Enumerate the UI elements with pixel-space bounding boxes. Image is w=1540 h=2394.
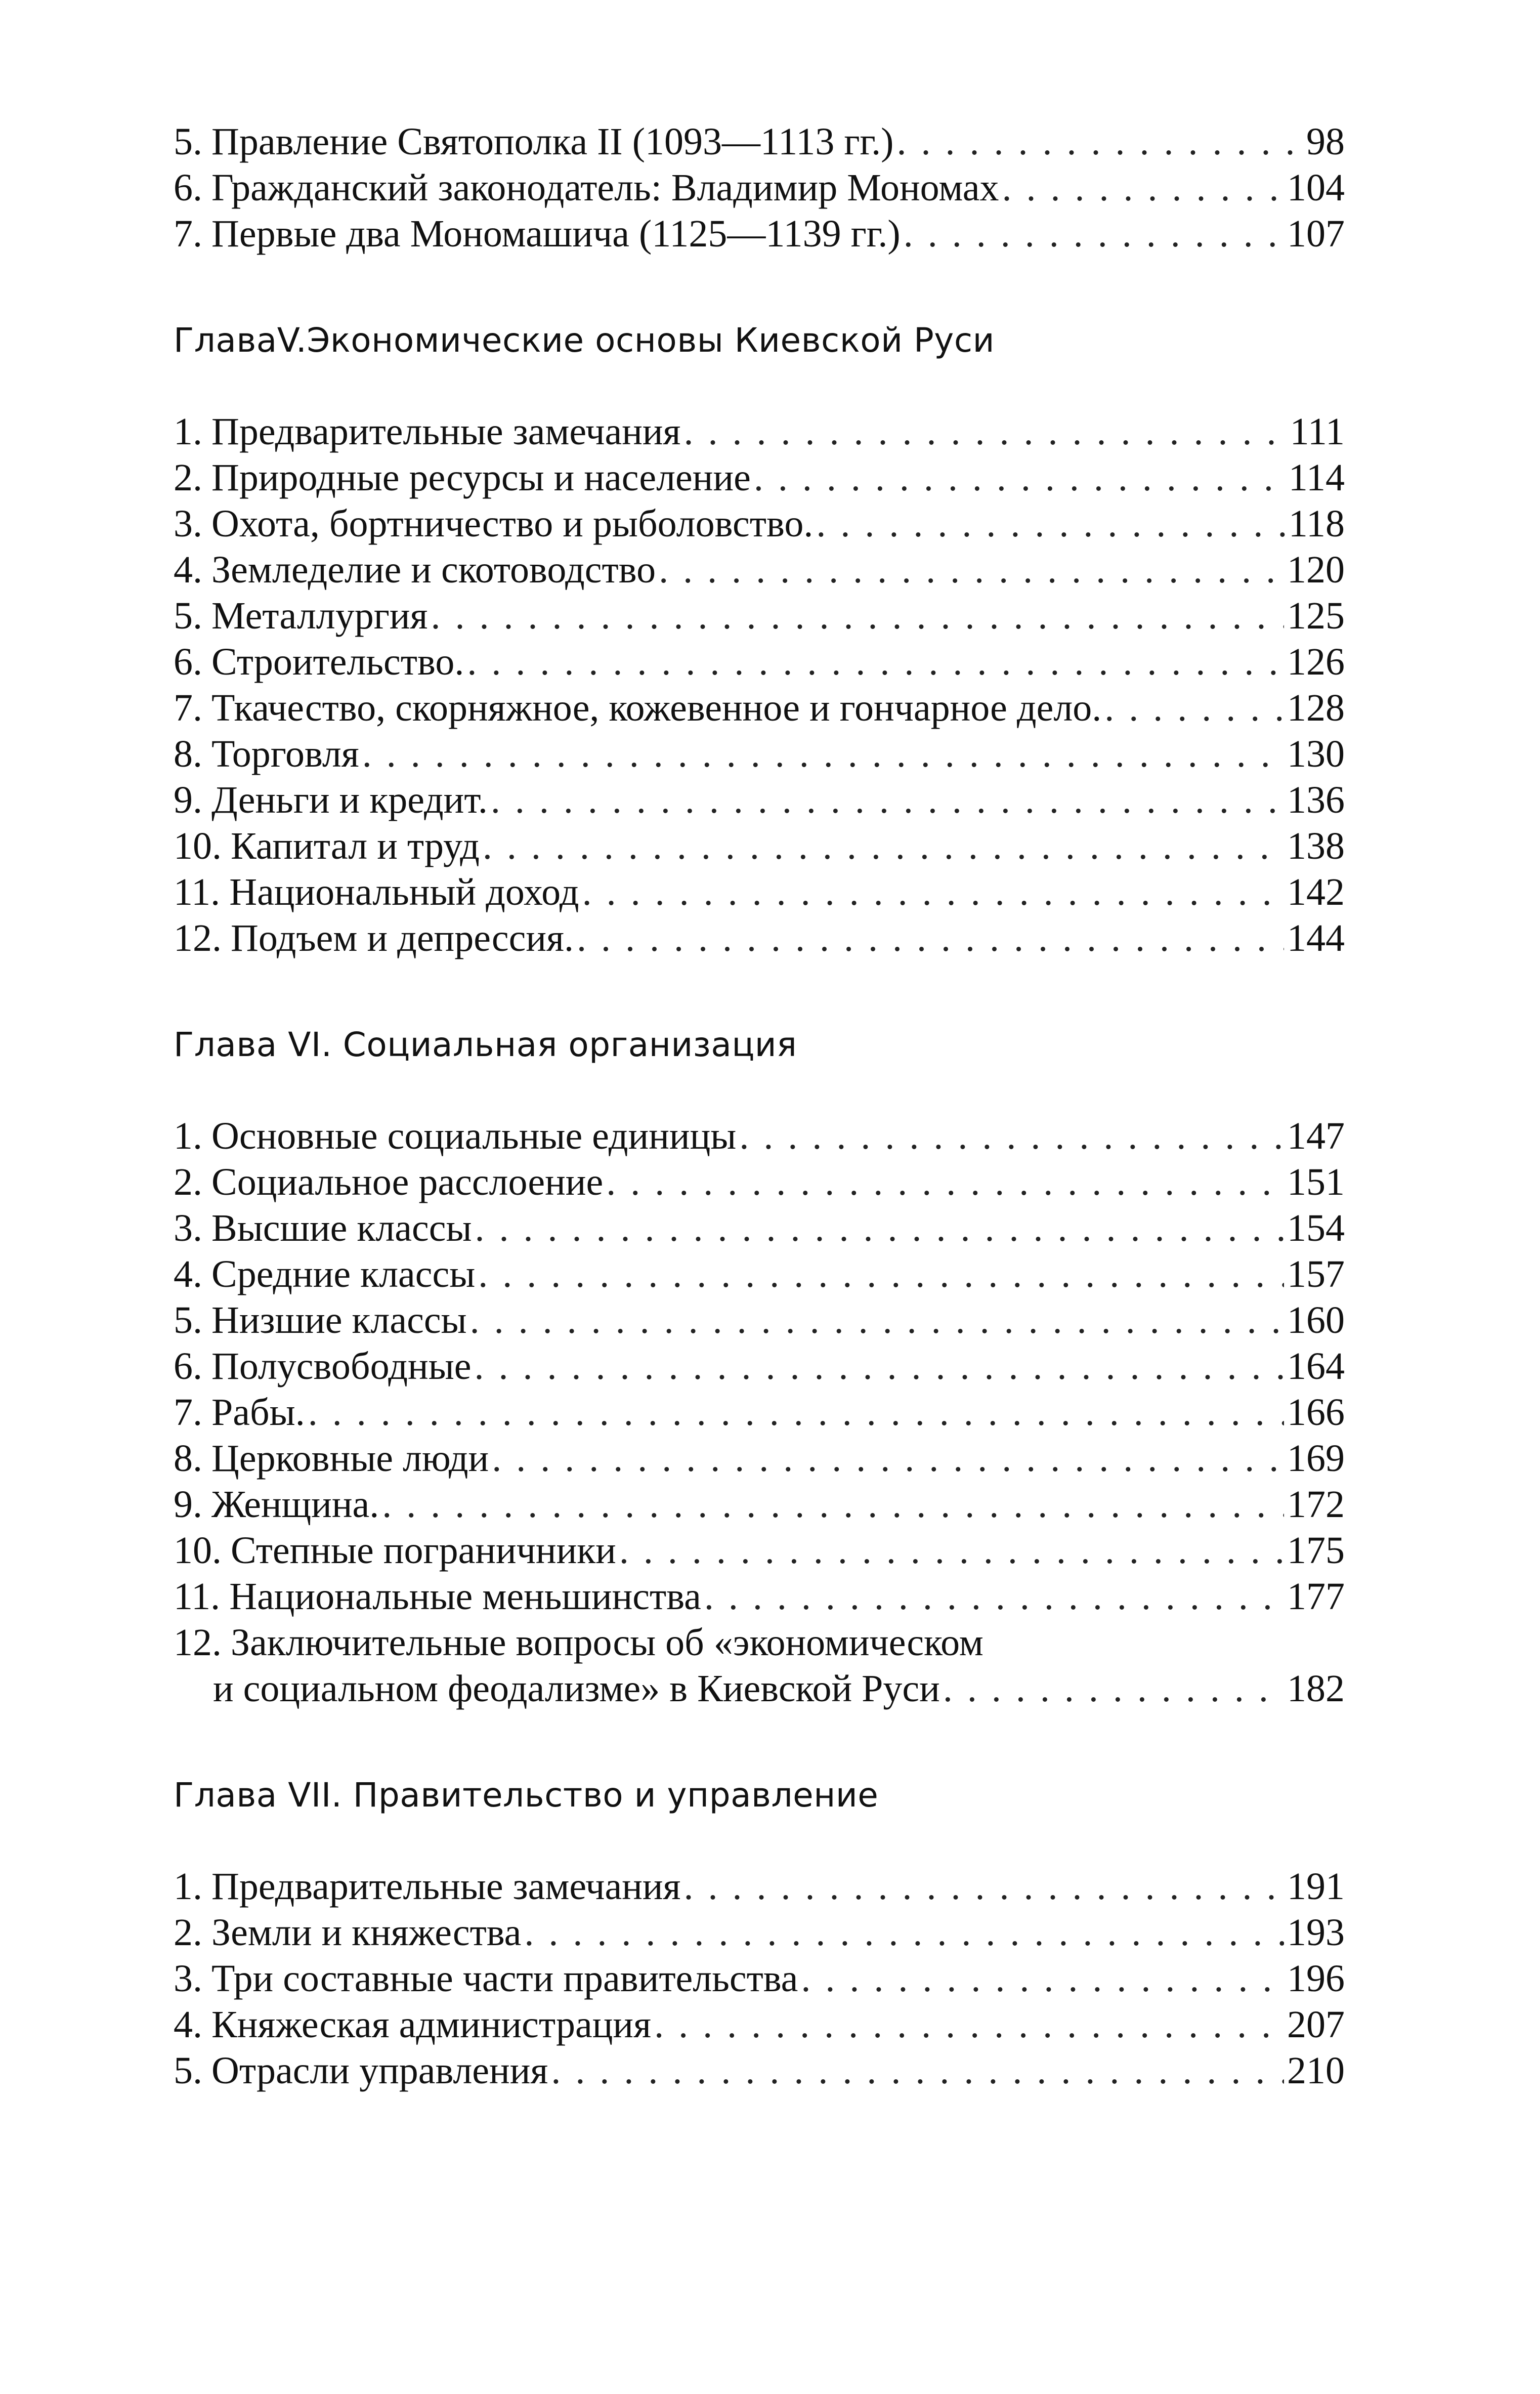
- dot-leader: [619, 1528, 1284, 1574]
- entry-title: Высшие классы: [211, 1207, 472, 1249]
- dot-leader: [896, 119, 1296, 165]
- dot-leader: [582, 869, 1284, 915]
- toc-entry[interactable]: [174, 1159, 1345, 1205]
- dot-leader: [684, 1864, 1284, 1910]
- entry-page: 172: [1287, 1483, 1345, 1526]
- entry-page: 128: [1287, 687, 1345, 729]
- dot-leader: [577, 915, 1284, 961]
- entry-number: 6.: [174, 1345, 202, 1388]
- toc-entry[interactable]: [174, 1910, 1345, 1956]
- entry-page: 182: [1287, 1667, 1345, 1710]
- dot-leader: [801, 1956, 1284, 2002]
- entry-page: 147: [1287, 1115, 1345, 1157]
- entry-title: Гражданский законодатель: Владимир Мономах: [211, 166, 999, 209]
- entry-number: 10.: [174, 825, 222, 867]
- toc-entry[interactable]: [174, 409, 1345, 455]
- entry-page: 169: [1287, 1437, 1345, 1480]
- chapter-heading-vi: Глава VI. Социальная организация: [174, 1025, 797, 1064]
- entry-number: 2.: [174, 456, 202, 499]
- entry-number: 4.: [174, 2003, 202, 2046]
- dot-leader: [475, 1205, 1284, 1251]
- entry-number: 8.: [174, 1437, 202, 1480]
- entry-page: 193: [1287, 1911, 1345, 1954]
- toc-entry[interactable]: [174, 1436, 1345, 1482]
- toc-section-chapter-vi: [174, 1113, 1345, 1712]
- entry-page: 144: [1287, 917, 1345, 959]
- entry-page: 120: [1287, 549, 1345, 591]
- entry-number: 2.: [174, 1161, 202, 1203]
- toc-entry[interactable]: [174, 1482, 1345, 1528]
- entry-page: 164: [1287, 1345, 1345, 1388]
- toc-entry[interactable]: [174, 165, 1345, 211]
- entry-page: 125: [1287, 595, 1345, 637]
- entry-title: Основные социальные единицы: [211, 1115, 737, 1157]
- dot-leader: [551, 2048, 1284, 2094]
- entry-page: 175: [1287, 1529, 1345, 1572]
- dot-leader: [704, 1574, 1284, 1620]
- entry-number: 3.: [174, 1207, 202, 1249]
- entry-page: 210: [1287, 2049, 1345, 2092]
- entry-number: 11.: [174, 1575, 221, 1618]
- entry-title: Степные пограничники: [231, 1529, 616, 1572]
- dot-leader: [478, 1251, 1284, 1297]
- entry-page: 142: [1287, 871, 1345, 913]
- dot-leader: [606, 1159, 1284, 1205]
- toc-entry[interactable]: [174, 915, 1345, 961]
- entry-number: 7.: [174, 213, 202, 255]
- entry-page: 126: [1287, 641, 1345, 683]
- entry-number: 8.: [174, 733, 202, 775]
- toc-entry[interactable]: [174, 501, 1345, 547]
- toc-entry[interactable]: [174, 1251, 1345, 1297]
- entry-number: 5.: [174, 120, 202, 163]
- toc-entry-multiline-first[interactable]: [174, 1620, 1345, 1666]
- entry-number: 5.: [174, 2049, 202, 2092]
- entry-title: Национальные меньшинства: [229, 1575, 701, 1618]
- toc-entry[interactable]: [174, 1528, 1345, 1574]
- toc-entry[interactable]: [174, 777, 1345, 823]
- entry-title: Ткачество, скорняжное, кожевенное и гончарное дело.: [211, 687, 1102, 729]
- entry-title: Природные ресурсы и население: [211, 456, 751, 499]
- toc-section-continued: [174, 119, 1345, 257]
- dot-leader: [659, 547, 1284, 593]
- toc-entry[interactable]: [174, 2002, 1345, 2048]
- dot-leader: [467, 639, 1284, 685]
- table-of-contents: [174, 119, 1345, 2094]
- entry-title: Предварительные замечания: [211, 410, 681, 453]
- toc-entry[interactable]: [174, 1390, 1345, 1436]
- entry-number: 5.: [174, 595, 202, 637]
- dot-leader: [470, 1297, 1284, 1343]
- entry-page: 130: [1287, 733, 1345, 775]
- entry-title: Социальное расслоение: [211, 1161, 604, 1203]
- entry-page: 191: [1287, 1865, 1345, 1908]
- entry-number: 11.: [174, 871, 221, 913]
- entry-title: Три составные части правительства: [211, 1957, 798, 2000]
- entry-title: Княжеская администрация: [211, 2003, 652, 2046]
- entry-title: Металлургия: [211, 595, 428, 637]
- toc-entry[interactable]: [174, 869, 1345, 915]
- dot-leader: [943, 1666, 1284, 1712]
- entry-number: 4.: [174, 549, 202, 591]
- toc-entry[interactable]: [174, 685, 1345, 731]
- entry-page: 177: [1287, 1575, 1345, 1618]
- entry-page: 136: [1287, 779, 1345, 821]
- chapter-heading-vii: Глава VII. Правительство и управление: [174, 1776, 879, 1815]
- dot-leader: [475, 1343, 1284, 1390]
- toc-entry[interactable]: [174, 593, 1345, 639]
- entry-page: 114: [1288, 456, 1345, 499]
- dot-leader: [483, 823, 1284, 869]
- toc-entry[interactable]: [174, 455, 1345, 501]
- entry-title: Правление Святополка II (1093—1113 гг.): [211, 120, 894, 163]
- entry-number: 5.: [174, 1299, 202, 1341]
- entry-page: 118: [1288, 502, 1345, 545]
- entry-number: 2.: [174, 1911, 202, 1954]
- entry-title: Охота, бортничество и рыболовство.: [211, 502, 814, 545]
- toc-entry[interactable]: [174, 119, 1345, 165]
- entry-title: Капитал и труд: [231, 825, 480, 867]
- toc-section-chapter-vii: [174, 1864, 1345, 2094]
- toc-entry[interactable]: [174, 1574, 1345, 1620]
- entry-title: Подъем и депрессия.: [231, 917, 574, 959]
- entry-title: Деньги и кредит.: [211, 779, 488, 821]
- entry-page: 196: [1287, 1957, 1345, 2000]
- toc-section-chapter-v: [174, 409, 1345, 961]
- entry-number: 6.: [174, 641, 202, 683]
- entry-title: Национальный доход: [229, 871, 579, 913]
- entry-title-line2: и социальном феодализме» в Киевской Руси: [213, 1667, 940, 1710]
- entry-number: 7.: [174, 1391, 202, 1434]
- dot-leader: [491, 777, 1284, 823]
- toc-entry-multiline-second[interactable]: [174, 1666, 1345, 1712]
- entry-title: Женщина.: [211, 1483, 379, 1526]
- toc-entry[interactable]: [174, 639, 1345, 685]
- toc-entry[interactable]: [174, 1864, 1345, 1910]
- entry-title: Земли и княжества: [211, 1911, 522, 1954]
- dot-leader: [362, 731, 1284, 777]
- entry-number: 3.: [174, 1957, 202, 2000]
- entry-page: 151: [1287, 1161, 1345, 1203]
- dot-leader: [382, 1482, 1284, 1528]
- entry-number: 9.: [174, 779, 202, 821]
- entry-number: 7.: [174, 687, 202, 729]
- entry-page: 157: [1287, 1253, 1345, 1295]
- dot-leader: [754, 455, 1286, 501]
- dot-leader: [492, 1436, 1284, 1482]
- dot-leader: [1002, 165, 1284, 211]
- dot-leader: [308, 1390, 1284, 1436]
- entry-title: Рабы.: [211, 1391, 305, 1434]
- entry-number: 1.: [174, 410, 202, 453]
- entry-page: 207: [1287, 2003, 1345, 2046]
- dot-leader: [431, 593, 1285, 639]
- entry-title: Церковные люди: [211, 1437, 489, 1480]
- entry-number: 10.: [174, 1529, 222, 1572]
- entry-title: Торговля: [211, 733, 359, 775]
- toc-entry[interactable]: [174, 211, 1345, 257]
- entry-title: Отрасли управления: [211, 2049, 548, 2092]
- entry-title: Земледелие и скотоводство: [211, 549, 656, 591]
- entry-number: 1.: [174, 1115, 202, 1157]
- dot-leader: [684, 409, 1287, 455]
- entry-page: 138: [1287, 825, 1345, 867]
- toc-entry[interactable]: [174, 547, 1345, 593]
- entry-page: 98: [1306, 120, 1345, 163]
- dot-leader: [654, 2002, 1284, 2048]
- entry-page: 160: [1287, 1299, 1345, 1341]
- entry-number: 6.: [174, 166, 202, 209]
- toc-entry[interactable]: [174, 1205, 1345, 1251]
- entry-title: Строительство.: [211, 641, 464, 683]
- toc-entry[interactable]: [174, 1113, 1345, 1159]
- dot-leader: [1104, 685, 1284, 731]
- toc-entry[interactable]: [174, 2048, 1345, 2094]
- dot-leader: [904, 211, 1284, 257]
- entry-page: 107: [1287, 213, 1345, 255]
- entry-title: Низшие классы: [211, 1299, 467, 1341]
- entry-number: 3.: [174, 502, 202, 545]
- entry-number: 1.: [174, 1865, 202, 1908]
- entry-title: Предварительные замечания: [211, 1865, 681, 1908]
- entry-page: 104: [1287, 166, 1345, 209]
- entry-number: 12.: [174, 917, 222, 959]
- dot-leader: [816, 501, 1285, 547]
- dot-leader: [524, 1910, 1284, 1956]
- toc-entry[interactable]: [174, 731, 1345, 777]
- toc-entry[interactable]: [174, 1956, 1345, 2002]
- entry-page: 154: [1287, 1207, 1345, 1249]
- chapter-heading-v: ГлаваV.Экономические основы Киевской Руси: [174, 321, 995, 360]
- entry-title-line1: Заключительные вопросы об «экономическом: [231, 1621, 983, 1664]
- entry-page: 166: [1287, 1391, 1345, 1434]
- entry-page: 111: [1290, 410, 1345, 453]
- toc-entry[interactable]: [174, 1297, 1345, 1343]
- entry-title: Средние классы: [211, 1253, 476, 1295]
- entry-title: Полусвободные: [211, 1345, 472, 1388]
- dot-leader: [739, 1113, 1284, 1159]
- entry-number: 9.: [174, 1483, 202, 1526]
- entry-title: Первые два Мономашича (1125—1139 гг.): [211, 213, 901, 255]
- toc-entry[interactable]: [174, 1343, 1345, 1390]
- entry-number: 12.: [174, 1621, 222, 1664]
- entry-number: 4.: [174, 1253, 202, 1295]
- toc-entry[interactable]: [174, 823, 1345, 869]
